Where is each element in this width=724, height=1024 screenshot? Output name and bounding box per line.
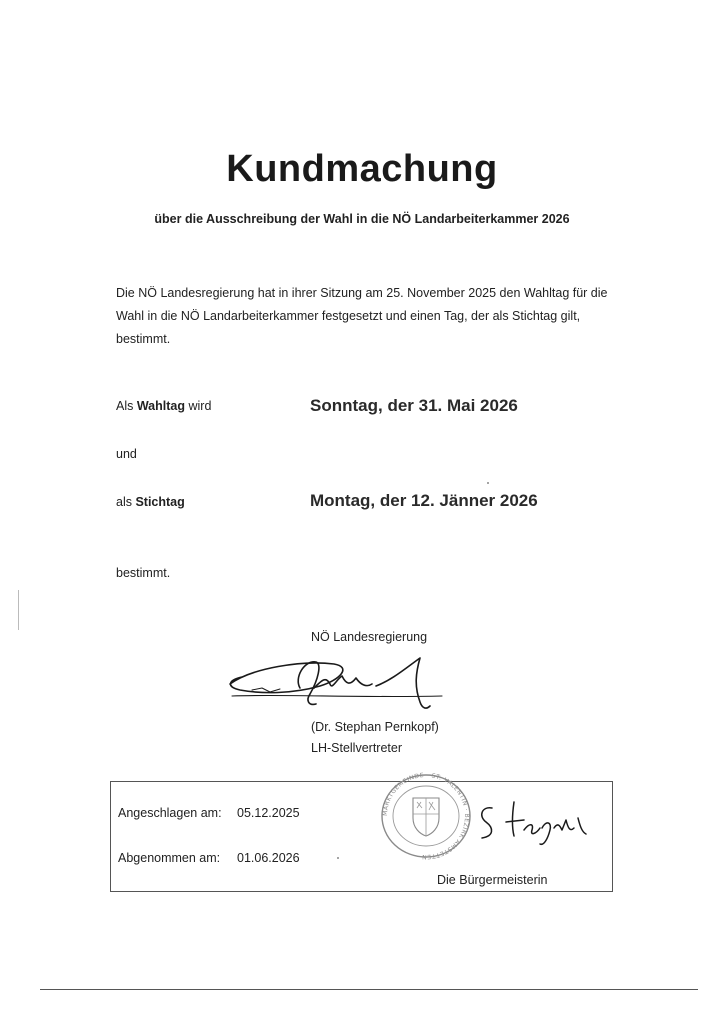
wahltag-label: Als Wahltag wird xyxy=(116,399,212,413)
posted-date: 05.12.2025 xyxy=(237,806,300,820)
removed-label: Abgenommen am: xyxy=(118,851,221,865)
mayor-signature-image xyxy=(474,798,590,850)
authority-label: NÖ Landesregierung xyxy=(311,630,428,644)
seal-text: MARKTGEMEINDE · ST. VALENTIN · BEZIRK AMSTETTEN xyxy=(381,772,471,860)
wahltag-date: Sonntag, der 31. Mai 2026 xyxy=(310,396,518,415)
scan-margin-mark xyxy=(18,590,19,630)
document-subtitle: über die Ausschreibung der Wahl in die NÖ Landarbeiterkammer 2026 xyxy=(154,212,570,226)
bestimmt-text: bestimmt. xyxy=(116,566,171,580)
page-bottom-rule xyxy=(40,989,698,990)
mayor-label: Die Bürgermeisterin xyxy=(437,873,548,887)
intro-paragraph: Die NÖ Landesregierung hat in ihrer Sitzung am 25. November 2025 den Wahltag für die Wahl in die NÖ Landarbeiterkammer festgesetzt und einen Tag, der als Stichtag gilt, bestimmt. xyxy=(116,286,608,346)
stichtag-date: Montag, der 12. Jänner 2026 xyxy=(310,491,538,510)
signer-name: (Dr. Stephan Pernkopf) xyxy=(311,720,439,734)
scan-speck xyxy=(337,857,339,859)
municipal-seal-icon xyxy=(377,772,475,860)
removed-date: 01.06.2026 xyxy=(237,851,300,865)
document-title: Kundmachung xyxy=(226,148,498,190)
posted-label: Angeschlagen am: xyxy=(118,806,222,820)
signature-image xyxy=(222,650,452,720)
stichtag-label: als Stichtag xyxy=(116,495,185,509)
und-text: und xyxy=(116,447,137,461)
scan-speck xyxy=(487,482,489,484)
signer-role: LH-Stellvertreter xyxy=(311,741,402,755)
